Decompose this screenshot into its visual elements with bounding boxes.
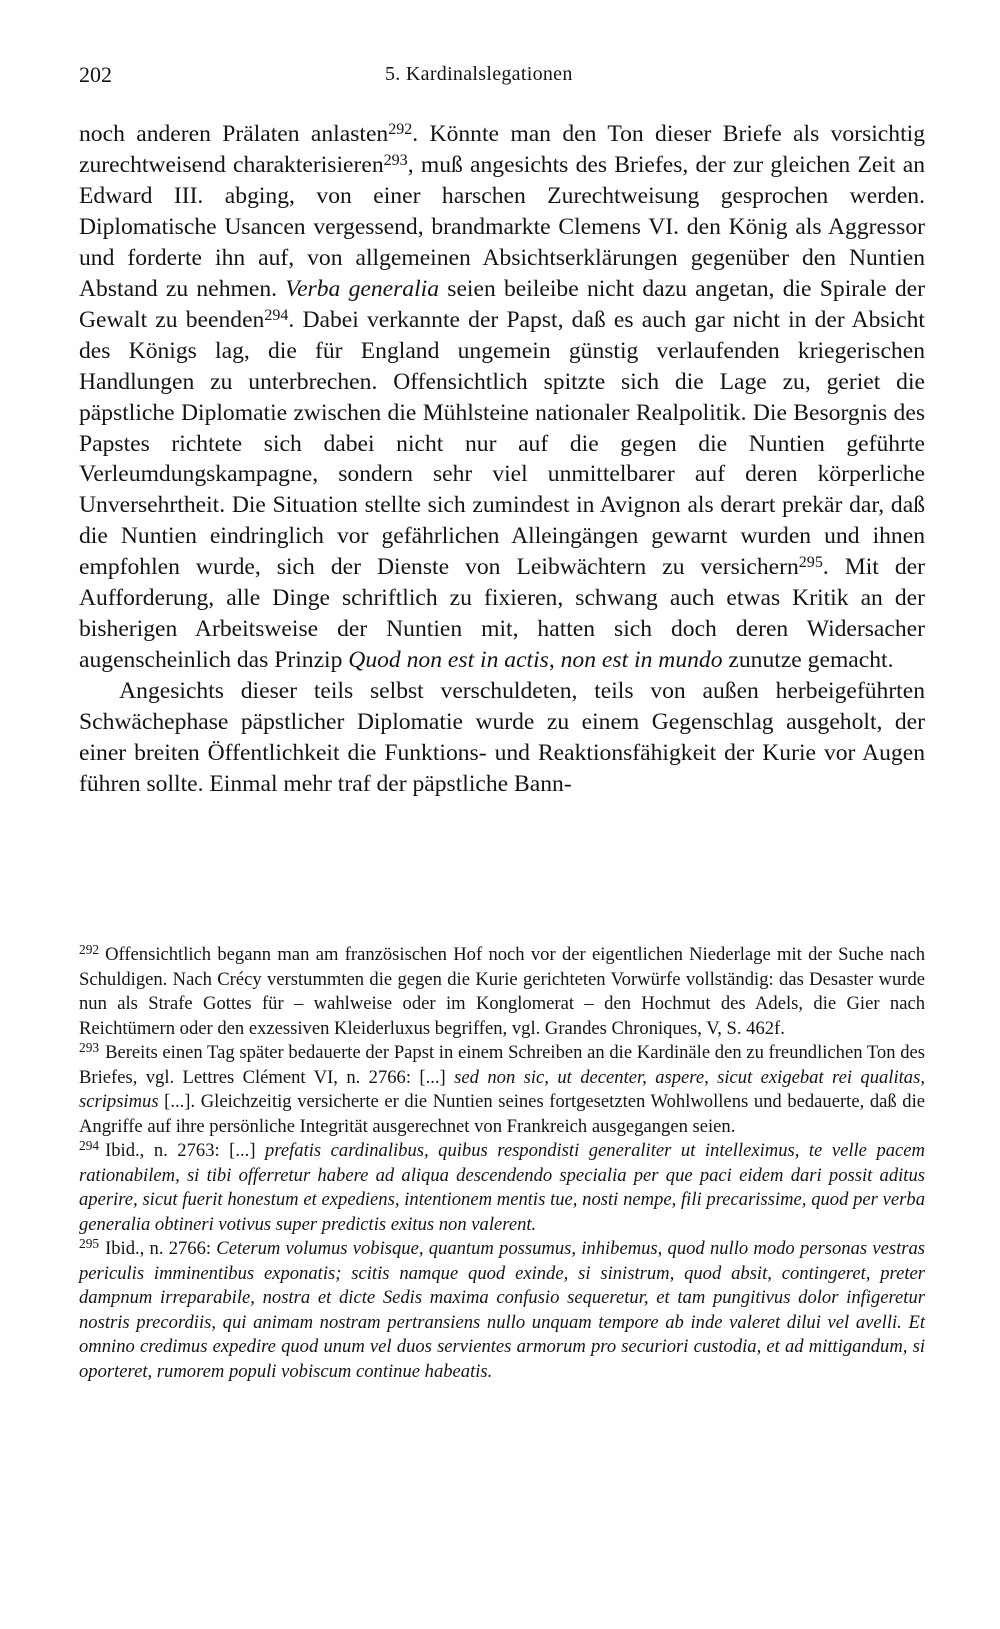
text-run: Offensichtlich begann man am französischen Hof noch vor der eigentlichen Niederlage mit der Suche nach Schuldigen. Nach Crécy verstummten die gegen die Kurie gerichteten Vorwürfe vollständig: das Desaster wurde nun als Strafe Gottes für – wahlweise oder im Konglomerat – den Hochmut des Adels, die Gier nach Reichtümern oder den exzessiven Kleiderluxus begriffen, vgl. Grandes Chroniques, V, S. 462f. <box>79 944 925 1039</box>
italic-text: Verba generalia <box>285 275 440 302</box>
italic-text: Ceterum volumus vobisque, quantum possumus, inhibemus, quod nullo modo personas vestras periculis imminentibus exponatis; scitis namque quod exinde, si sinistrum, quod absit, contingeret, preter dampnum irreparabile, nostra et dicte Sedis maxima confusio sequeretur, et tam pungitivus dolor infigeretur nostris precordiis, qui animam nostram pertransiens nullo unquam tempore ab inde valeret dilui vel avelli. Et omnino credimus expedire quod unum vel duos servientes armorum pro securiori custodia, et ad mittigandum, si oporteret, rumorem populi vobiscum continue habeatis. <box>79 1238 925 1382</box>
text-run: . Dabei verkannte der Papst, daß es auch gar nicht in der Absicht des Königs lag, die für England ungemein günstig verlaufenden kriegerischen Handlungen zu unterbrechen. Offensichtlich spitzte sich die Lage zu, geriet die päpstliche Diplomatie zwischen die Mühlsteine nationaler Realpolitik. Die Besorgnis des Papstes richtete sich dabei nicht nur auf die gegen die Nuntien geführte Verleumdungskampagne, sondern sehr viel unmittelbarer auf deren körperliche Unversehrtheit. Die Situation stellte sich zumindest in Avignon als derart prekär dar, daß die Nuntien eindringlich vor gefährlichen Alleingängen gewarnt wurden und ihnen empfohlen wurde, sich der Dienste von Leibwächtern zu versichern <box>79 306 925 581</box>
footnote-reference: 294 <box>264 306 289 324</box>
footnote-number: 294 <box>79 1138 100 1154</box>
text-run: . Mit der Aufforderung, alle Dinge schriftlich zu fixieren, schwang auch etwas Kritik an der bisherigen Arbeitsweise der Nuntien mit, hatten sich doch deren Widersacher augenscheinlich das Prinzip <box>79 554 925 674</box>
footnote-295 <box>79 1237 925 1384</box>
footnote-293 <box>79 1041 925 1139</box>
text-run: , muß angesichts des Briefes, der zur gleichen Zeit an Edward III. abging, von einer harschen Zurechtweisung gesprochen werden. Diplomatische Usancen vergessend, brandmarkte Clemens VI. den König als Aggressor und forderte ihn auf, von allgemeinen Absichtserklärungen gegenüber den Nuntien Abstand zu nehmen. <box>79 151 926 302</box>
text-run: . Könnte man den Ton dieser Briefe als vorsichtig zurechtweisend charakterisieren <box>79 121 925 178</box>
text-run: zunutze gemacht. <box>722 647 894 674</box>
page-header <box>79 62 925 92</box>
paragraph-1 <box>79 119 925 676</box>
text-run: Ibid., n. 2766: <box>105 1238 217 1259</box>
footnote-reference: 295 <box>798 554 823 572</box>
text-run: [...]. Gleichzeitig versicherte er die Nuntien seines fortgesetzten Wohlwollens und bedauerte, daß die Angriffe auf ihre persönliche Integrität ausgerechnet von Frankreich ausgegangen seien. <box>79 1091 925 1137</box>
text-run: seien beileibe nicht dazu angetan, die Spirale der Gewalt zu beenden <box>79 275 925 333</box>
text-run: noch anderen Prälaten anlasten <box>79 121 389 147</box>
main-text <box>79 119 925 800</box>
italic-text: Quod non est in actis, non est in mundo <box>348 647 723 674</box>
text-run: Ibid., n. 2763: [...] <box>105 1140 266 1161</box>
footnotes <box>79 943 925 1384</box>
italic-text: sed non sic, ut decenter, aspere, sicut exigebat rei qualitas, scripsimus <box>79 1066 925 1112</box>
italic-text: prefatis cardinalibus, quibus respondisti generaliter ut intelleximus, te velle pacem rationabilem, si tibi offerretur habere ad aliqua descendendo specialia per que paci eidem dari possit aditus aperire, sicut fuerit honestum et expediens, intentionem mentis tue, nosti nempe, fili precarissime, quod per verba generalia obtineri votivus super predictis exitus non valerent. <box>79 1140 925 1235</box>
footnote-number: 292 <box>79 942 100 958</box>
running-head: 5. Kardinalslegationen <box>385 63 573 85</box>
text-run: Angesichts dieser teils selbst verschuldeten, teils von außen herbeigeführten Schwächephase päpstlicher Diplomatie wurde zu einem Gegenschlag ausgeholt, der einer breiten Öffentlichkeit die Funktions- und Reaktionsfähigkeit der Kurie vor Augen führen sollte. Einmal mehr traf der päpstliche Bann- <box>79 678 925 798</box>
footnote-reference: 292 <box>388 120 413 138</box>
page-number: 202 <box>79 62 112 87</box>
footnote-reference: 293 <box>383 151 408 169</box>
footnote-292 <box>79 943 925 1041</box>
paragraph-2 <box>79 676 925 800</box>
footnote-number: 293 <box>79 1040 100 1056</box>
footnote-number: 295 <box>79 1236 100 1252</box>
text-run: Bereits einen Tag später bedauerte der Papst in einem Schreiben an die Kardinäle den zu freundlichen Ton des Briefes, vgl. Lettres Clément VI, n. 2766: [...] <box>79 1042 925 1088</box>
footnote-294 <box>79 1139 925 1237</box>
